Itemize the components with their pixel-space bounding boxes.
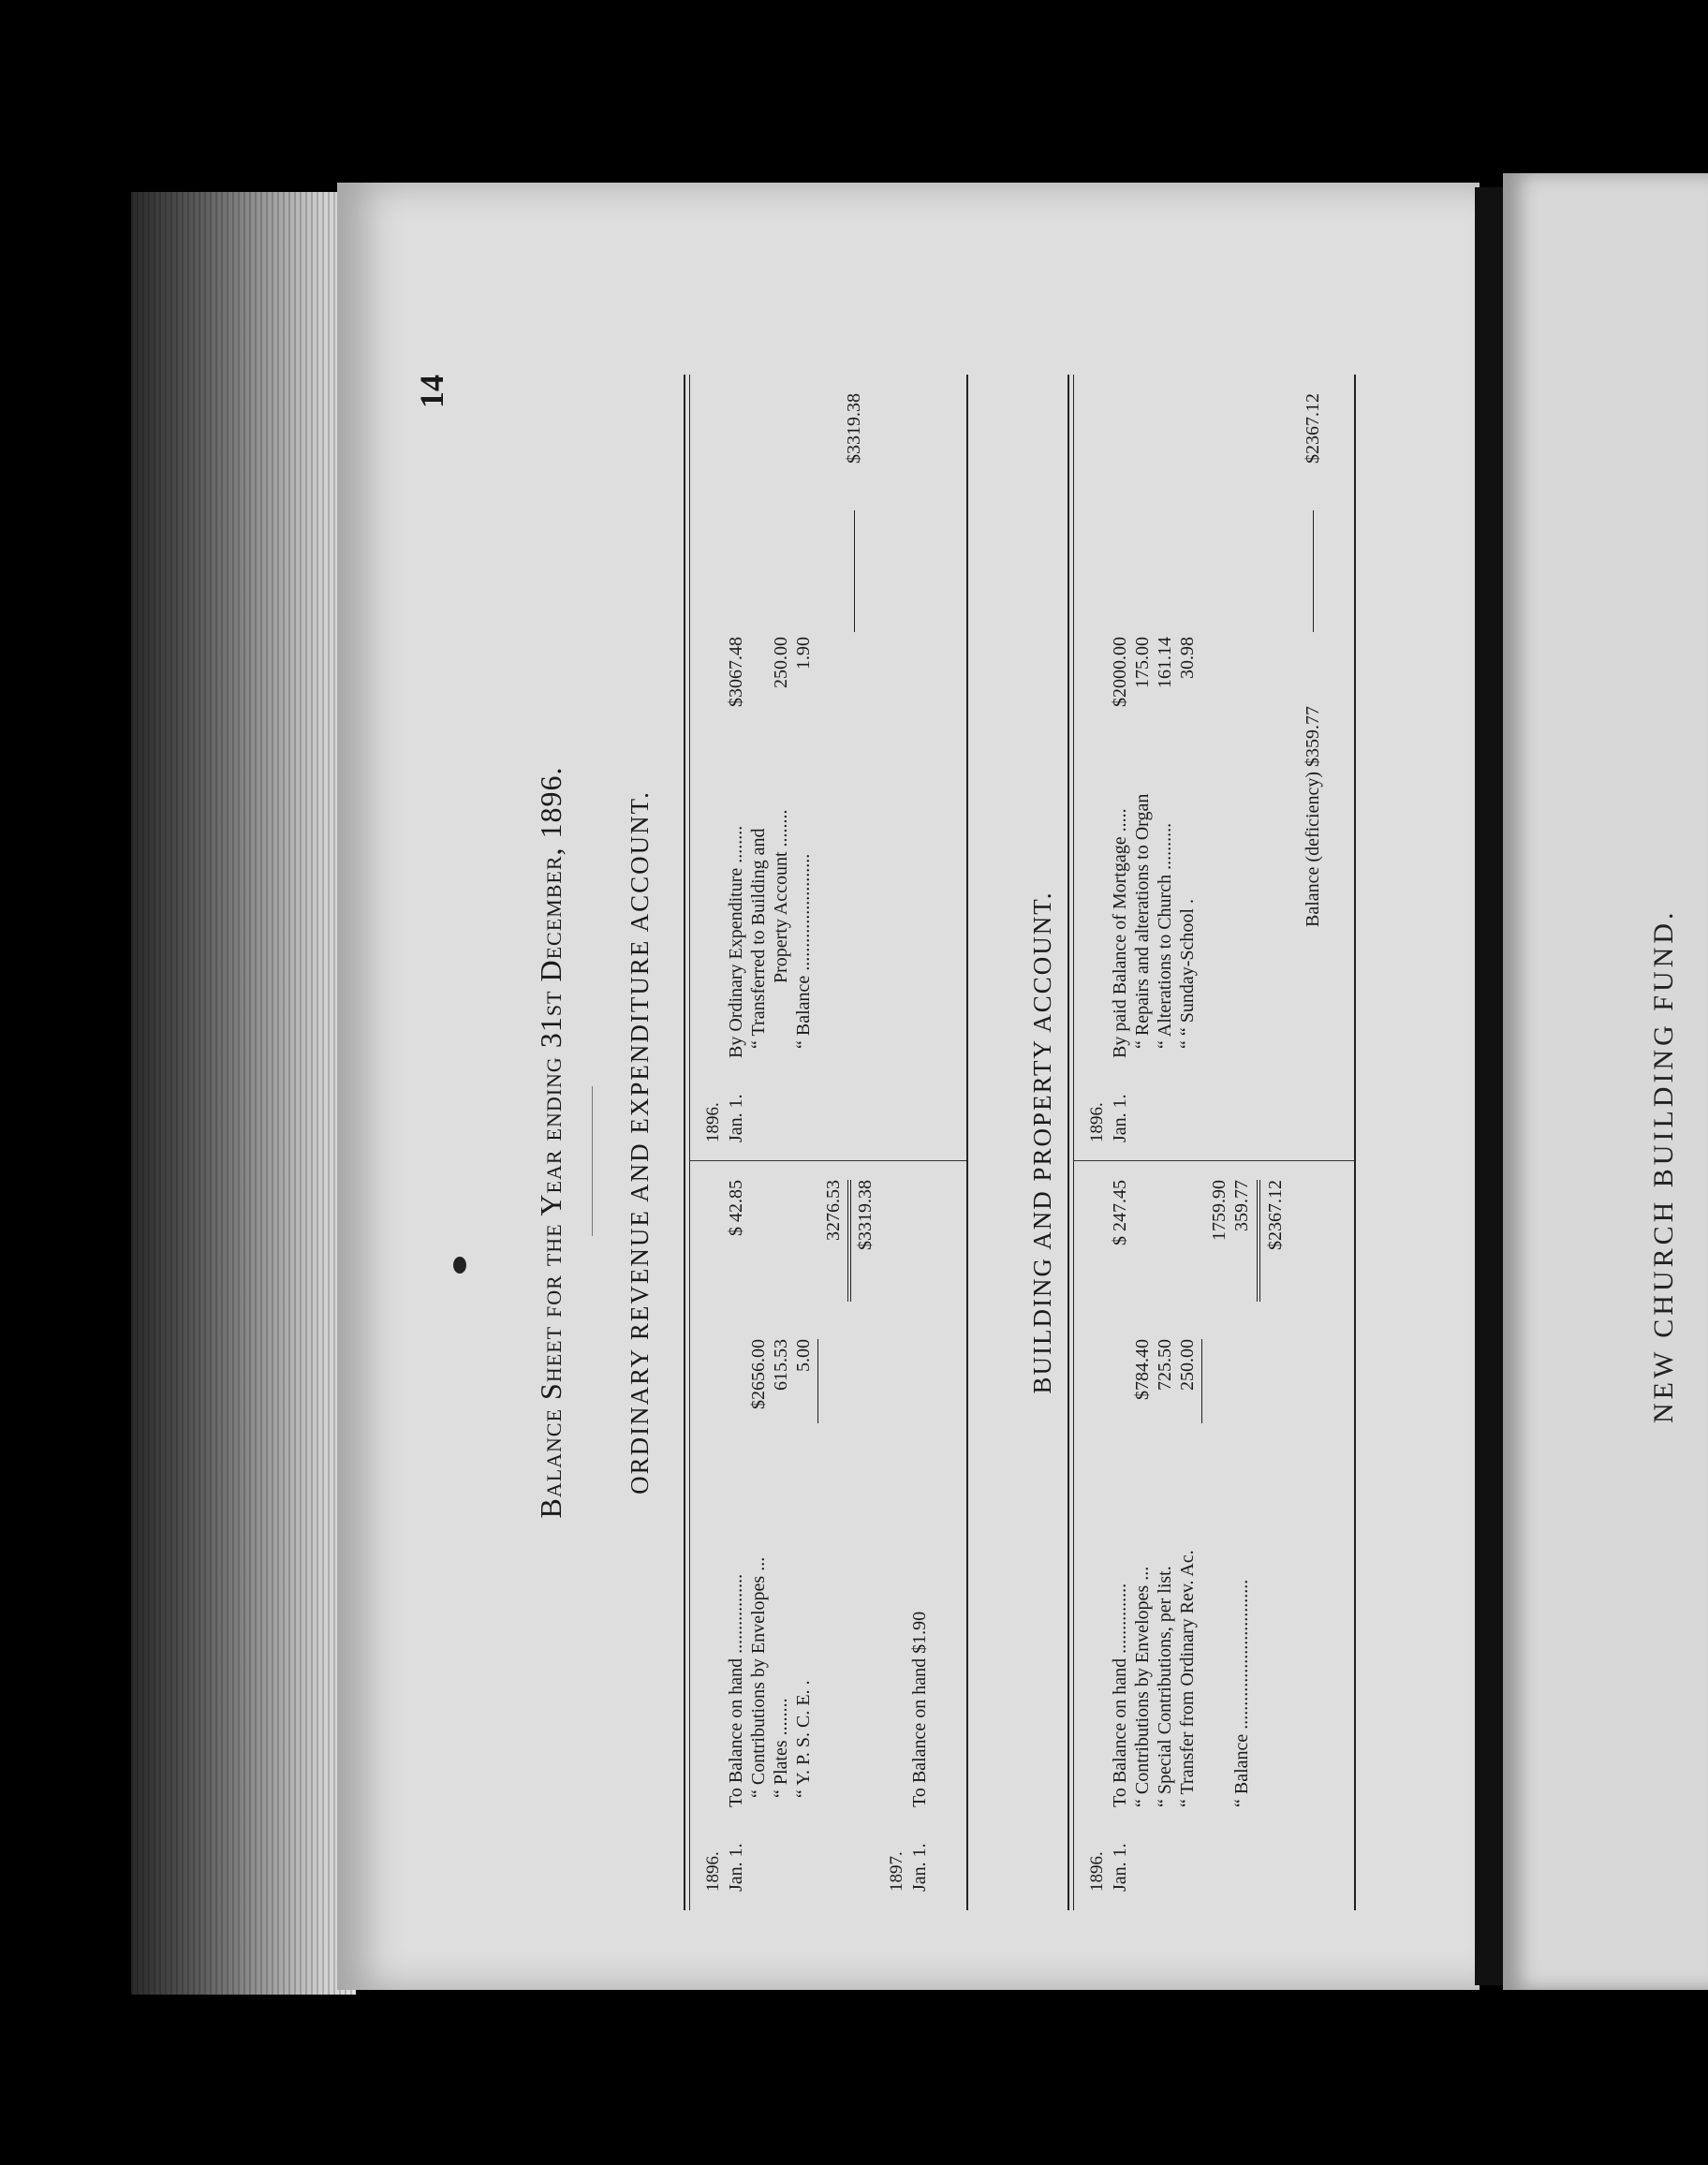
ledger-line: “ Plates ........	[771, 1698, 791, 1798]
grand-total: $2367.12	[1303, 393, 1323, 464]
total-rule	[854, 510, 855, 632]
ledger-line: By paid Balance of Mortgage .....	[1110, 808, 1130, 1058]
date-label: Jan. 1.	[1110, 1094, 1130, 1142]
ledger-line: To Balance on hand ...............	[1110, 1583, 1130, 1807]
amount: $3067.48	[726, 637, 746, 707]
ledger-line: To Balance on hand .................	[726, 1573, 746, 1807]
date-label: Jan. 1.	[726, 1843, 746, 1892]
year-label: 1896.	[1087, 1851, 1107, 1892]
table-top-rule	[684, 375, 690, 1910]
ledger-line: “ Transferred to Building and	[748, 828, 769, 1049]
ink-blot	[453, 1257, 466, 1274]
ledger-line: “ Repairs and alterations to Organ	[1132, 793, 1153, 1049]
ledger-line: To Balance on hand $1.90	[909, 1611, 930, 1807]
book-page-edges	[131, 192, 356, 1995]
sub-amount: 615.53	[771, 1339, 791, 1391]
ledger-line: “ Contributions by Envelopes ...	[1132, 1566, 1153, 1807]
subtotal-amount: 1759.90	[1209, 1180, 1229, 1241]
next-page-running-head: NEW CHURCH BUILDING FUND.	[1648, 908, 1679, 1423]
date-label: Jan. 1.	[909, 1843, 930, 1892]
ordinary-account-table	[684, 375, 983, 1910]
ordinary-account-heading: ORDINARY REVENUE AND EXPENDITURE ACCOUNT.	[626, 790, 654, 1495]
rotated-page-content	[412, 375, 1377, 1910]
total-amount: $ 42.85	[726, 1180, 746, 1236]
ledger-line: “ Balance .........................	[793, 853, 814, 1049]
sub-amount: $2656.00	[748, 1339, 769, 1409]
amount: 1.90	[793, 637, 814, 670]
sub-rule	[817, 1339, 818, 1423]
deficiency-line: Balance (deficiency) $359.77	[1303, 705, 1323, 927]
table-bottom-rule	[1354, 375, 1356, 1910]
sub-amount: $784.40	[1132, 1339, 1153, 1400]
building-account-table	[1068, 375, 1372, 1910]
page-title: Balance Sheet for the Year ending 31st December, 1896.	[534, 766, 567, 1519]
title-rule	[592, 1086, 593, 1236]
subtotal-amount: 3276.53	[823, 1180, 844, 1241]
grand-total: $2367.12	[1265, 1180, 1286, 1250]
ledger-line: “ Y. P. S. C. E. .	[793, 1680, 814, 1798]
grand-total: $3319.38	[855, 1180, 876, 1250]
table-bottom-rule	[966, 375, 968, 1910]
ledger-line: By Ordinary Expenditure ........	[726, 825, 746, 1058]
date-label: Jan. 1.	[1110, 1843, 1130, 1892]
total-rule	[847, 1180, 851, 1302]
ledger-line: “ Special Contributions, per list.	[1155, 1566, 1175, 1807]
year-label: 1896.	[703, 1102, 723, 1142]
gutter	[1475, 187, 1503, 1985]
ledger-line: “ Balance ................................	[1231, 1579, 1252, 1807]
sub-rule	[1201, 1339, 1202, 1423]
ledger-line: “ Alterations to Church ..........	[1155, 822, 1175, 1049]
grand-total: $3319.38	[844, 393, 864, 464]
amount: 250.00	[771, 637, 791, 688]
table-top-rule	[1068, 375, 1074, 1910]
total-rule	[1257, 1180, 1260, 1302]
ledger-line: Property Account ........	[771, 809, 791, 983]
ledger-line: “ Contributions by Envelopes ...	[748, 1556, 769, 1798]
page-number: 14	[413, 375, 450, 408]
ledger-line: “ Transfer from Ordinary Rev. Ac.	[1177, 1550, 1198, 1807]
ledger-line: “ “ Sunday-School .	[1177, 899, 1198, 1049]
center-rule	[1073, 1160, 1354, 1161]
center-rule	[689, 1160, 966, 1161]
building-account-heading: BUILDING AND PROPERTY ACCOUNT.	[1028, 891, 1056, 1394]
year-label: 1897.	[887, 1851, 906, 1892]
sub-amount: 5.00	[793, 1339, 814, 1372]
sub-amount: 250.00	[1177, 1339, 1198, 1391]
sub-amount: 725.50	[1155, 1339, 1175, 1391]
total-amount: $ 247.45	[1110, 1180, 1130, 1245]
amount: 30.98	[1177, 637, 1198, 679]
amount: 175.00	[1132, 637, 1153, 688]
year-label: 1896.	[1087, 1102, 1107, 1142]
total-rule	[1313, 510, 1314, 632]
balance-amount: 359.77	[1231, 1180, 1252, 1231]
date-label: Jan. 1.	[726, 1094, 746, 1142]
amount: $2000.00	[1110, 637, 1130, 707]
amount: 161.14	[1155, 637, 1175, 688]
year-label: 1896.	[703, 1851, 723, 1892]
